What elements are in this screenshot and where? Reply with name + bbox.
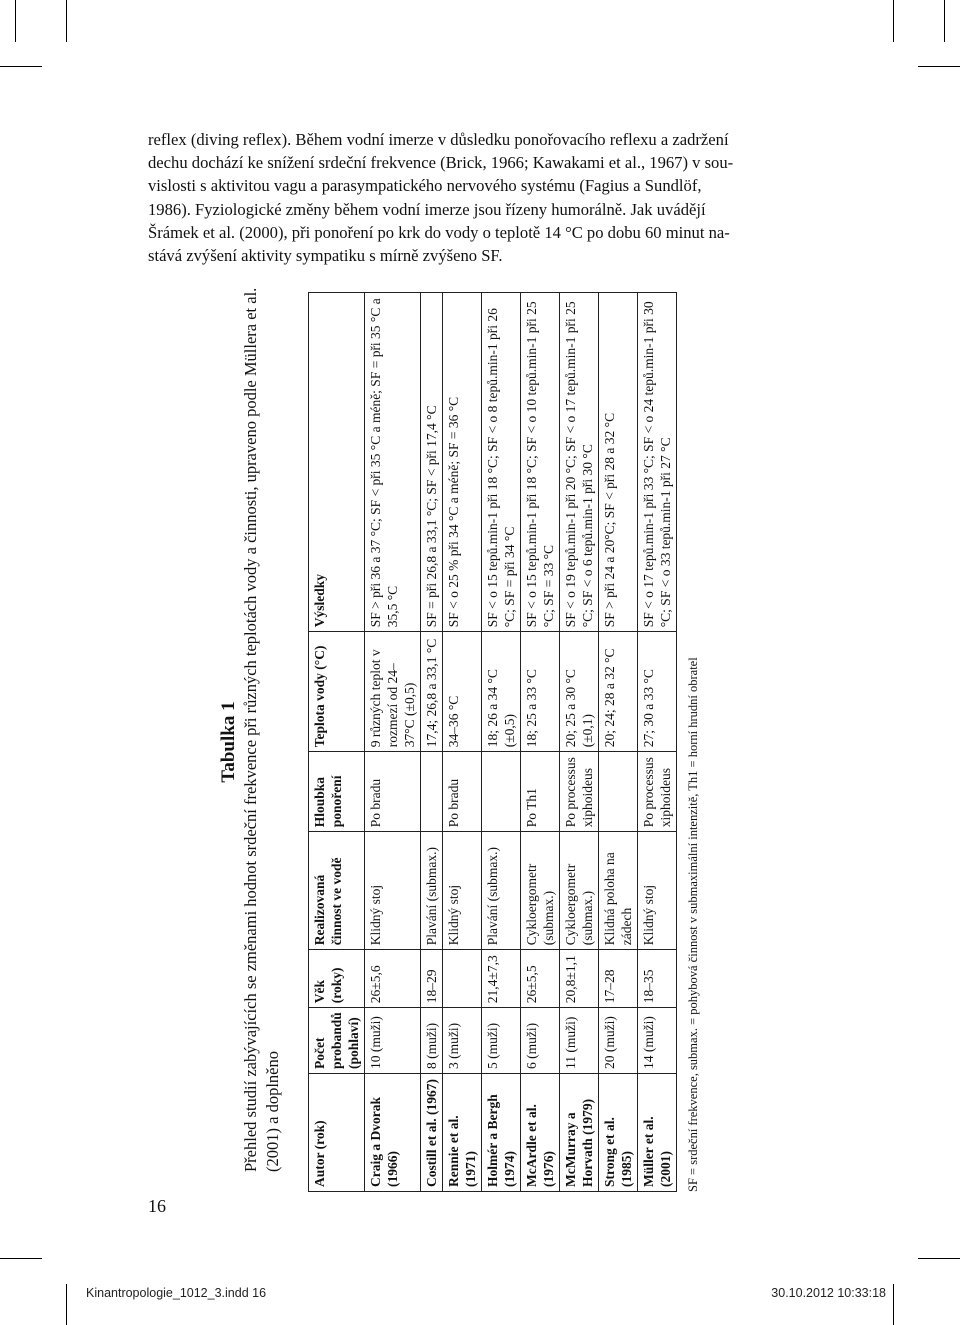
cell-depth: Po Th1 <box>521 752 560 832</box>
paragraph-line: dechu dochází ke snížení srdeční frekvence (Brick, 1966; Kawakami et al., 1967) v sou- <box>148 153 734 173</box>
table-row <box>443 293 482 1192</box>
header-age: Věk (roky) <box>309 950 365 1008</box>
header-temperature: Teplota vody (°C) <box>309 632 365 752</box>
cell-author: Strong et al. (1985) <box>599 1074 638 1192</box>
crop-mark <box>918 66 960 67</box>
cell-subjects: 14 (muži) <box>638 1008 677 1074</box>
table-row <box>560 293 599 1192</box>
cell-results: SF < o 17 tepů.min-1 při 33 °C; SF < o 24 tepů.min-1 při 30 °C; SF < o 33 tepů.min-1 při 27 °C <box>638 293 677 632</box>
cell-activity: Klidný stoj <box>443 832 482 950</box>
cell-age: 26±5,5 <box>521 950 560 1008</box>
cell-temperature: 18; 25 a 33 °C <box>521 632 560 752</box>
header-results: Výsledky <box>309 293 365 632</box>
cell-temperature: 18; 26 a 34 °C (±0,5) <box>482 632 521 752</box>
crop-mark <box>66 0 67 42</box>
cell-temperature: 20; 24; 28 a 32 °C <box>599 632 638 752</box>
cell-age: 17–28 <box>599 950 638 1008</box>
page-number: 16 <box>148 1196 166 1216</box>
table-header-row <box>309 293 365 1192</box>
paragraph-line: 1986). Fyziologické změny během vodní imerze jsou řízeny humorálně. Jak uvádějí <box>148 199 706 219</box>
crop-mark <box>944 0 945 42</box>
crop-mark <box>15 0 16 42</box>
cell-depth: Po bradu <box>365 752 421 832</box>
cell-results: SF > při 24 a 20°C; SF < při 28 a 32 °C <box>599 293 638 632</box>
cell-age: 26±5,6 <box>365 950 421 1008</box>
cell-activity: Cykloergometr (submax.) <box>521 832 560 950</box>
cell-results: SF = při 26,8 a 33,1 °C; SF < při 17,4 °C <box>421 293 443 632</box>
table-label: Tabulka 1 <box>218 701 239 783</box>
cell-subjects: 3 (muži) <box>443 1008 482 1074</box>
footer-file-name: Kinantropologie_1012_3.indd 16 <box>86 1286 267 1300</box>
paragraph-line: reflex (diving reflex). Během vodní imerze v důsledku ponořovacího reflexu a zadržení <box>148 130 729 149</box>
cell-results: SF > při 36 a 37 °C; SF < při 35 °C a méně; SF = při 35 °C a 35,5 °C <box>365 293 421 632</box>
cell-subjects: 6 (muži) <box>521 1008 560 1074</box>
table-row <box>421 293 443 1192</box>
cell-temperature: 27; 30 a 33 °C <box>638 632 677 752</box>
cell-activity: Cykloergometr (submax.) <box>560 832 599 950</box>
cell-activity: Klidný stoj <box>365 832 421 950</box>
table-row <box>521 293 560 1192</box>
cell-age: 20,8±1,1 <box>560 950 599 1008</box>
crop-mark <box>918 1258 960 1259</box>
cell-temperature: 34–36 °C <box>443 632 482 752</box>
cell-activity: Klidná poloha na zádech <box>599 832 638 950</box>
table-row <box>482 293 521 1192</box>
header-author: Autor (rok) <box>309 1074 365 1192</box>
cell-age: 18–29 <box>421 950 443 1008</box>
cell-temperature: 9 různých teplot v rozmezí od 24–37°C (±0,5) <box>365 632 421 752</box>
cell-depth <box>482 752 521 832</box>
cell-activity: Klidný stoj <box>638 832 677 950</box>
cell-author: Costill et al. (1967) <box>421 1074 443 1192</box>
crop-mark <box>0 66 42 67</box>
cell-depth: Po processus xiphoideus <box>638 752 677 832</box>
cell-results: SF < o 15 tepů.min-1 při 18 °C; SF < o 8 tepů.min-1 při 26 °C; SF = při 34 °C <box>482 293 521 632</box>
cell-activity: Plavání (submax.) <box>421 832 443 950</box>
cell-age: 21,4±7,3 <box>482 950 521 1008</box>
cell-author: McMurray a Horvath (1979) <box>560 1074 599 1192</box>
cell-depth: Po processus xiphoideus <box>560 752 599 832</box>
rotated-table-block <box>168 287 708 1192</box>
cell-subjects: 11 (muži) <box>560 1008 599 1074</box>
cell-author: McArdle et al. (1976) <box>521 1074 560 1192</box>
cell-depth <box>599 752 638 832</box>
cell-age <box>443 950 482 1008</box>
cell-temperature: 17,4; 26,8 a 33,1 °C <box>421 632 443 752</box>
body-paragraph <box>148 128 816 267</box>
crop-mark <box>893 0 894 42</box>
cell-activity: Plavání (submax.) <box>482 832 521 950</box>
cell-subjects: 10 (muži) <box>365 1008 421 1074</box>
cell-subjects: 20 (muži) <box>599 1008 638 1074</box>
cell-depth: Po bradu <box>443 752 482 832</box>
table-row <box>638 293 677 1192</box>
crop-mark <box>893 1284 894 1325</box>
crop-mark <box>0 1258 42 1259</box>
table-row <box>365 293 421 1192</box>
cell-results: SF < o 19 tepů.min-1 při 20 °C; SF < o 17 tepů.min-1 při 25 °C; SF < o 6 tepů.min-1 při 30 °C <box>560 293 599 632</box>
cell-author: Holmér a Bergh (1974) <box>482 1074 521 1192</box>
header-subjects: Počet probandů (pohlaví) <box>309 1008 365 1074</box>
cell-author: Müller et al. (2001) <box>638 1074 677 1192</box>
cell-subjects: 5 (muži) <box>482 1008 521 1074</box>
table-caption: Přehled studií zabývajících se změnami hodnot srdeční frekvence při různých teplotách vody a činnosti, upraveno podle Müllera et al. (2001) a doplněno <box>241 287 282 1172</box>
results-table <box>308 292 677 1192</box>
header-depth: Hloubka ponoření <box>309 752 365 832</box>
crop-mark <box>66 1284 67 1325</box>
paragraph-line: Šrámek et al. (2000), při ponoření po krk do vody o teplotě 14 °C po dobu 60 minut na- <box>148 222 730 242</box>
cell-temperature: 20; 25 a 30 °C (±0,1) <box>560 632 599 752</box>
footer-timestamp: 30.10.2012 10:33:18 <box>771 1286 886 1300</box>
cell-author: Rennie et al. (1971) <box>443 1074 482 1192</box>
cell-results: SF < o 15 tepů.min-1 při 18 °C; SF < o 10 tepů.min-1 při 25 °C; SF = 33 °C <box>521 293 560 632</box>
cell-author: Craig a Dvorak (1966) <box>365 1074 421 1192</box>
cell-results: SF < o 25 % při 34 °C a méně; SF = 36 °C <box>443 293 482 632</box>
paragraph-line: vislosti s aktivitou vagu a parasympatického nervového systému (Fagius a Sundlöf, <box>148 176 702 196</box>
paragraph-line: stává zvýšení aktivity sympatiku s mírně zvýšeno SF. <box>148 246 503 266</box>
cell-age: 18–35 <box>638 950 677 1008</box>
cell-subjects: 8 (muži) <box>421 1008 443 1074</box>
table-note: SF = srdeční frekvence, submax. = pohybová činnost v submaximální intenzitě, Th1 = horní hrudní obratel <box>686 657 700 1192</box>
cell-depth <box>421 752 443 832</box>
table-row <box>599 293 638 1192</box>
header-activity: Realizovaná činnost ve vodě <box>309 832 365 950</box>
